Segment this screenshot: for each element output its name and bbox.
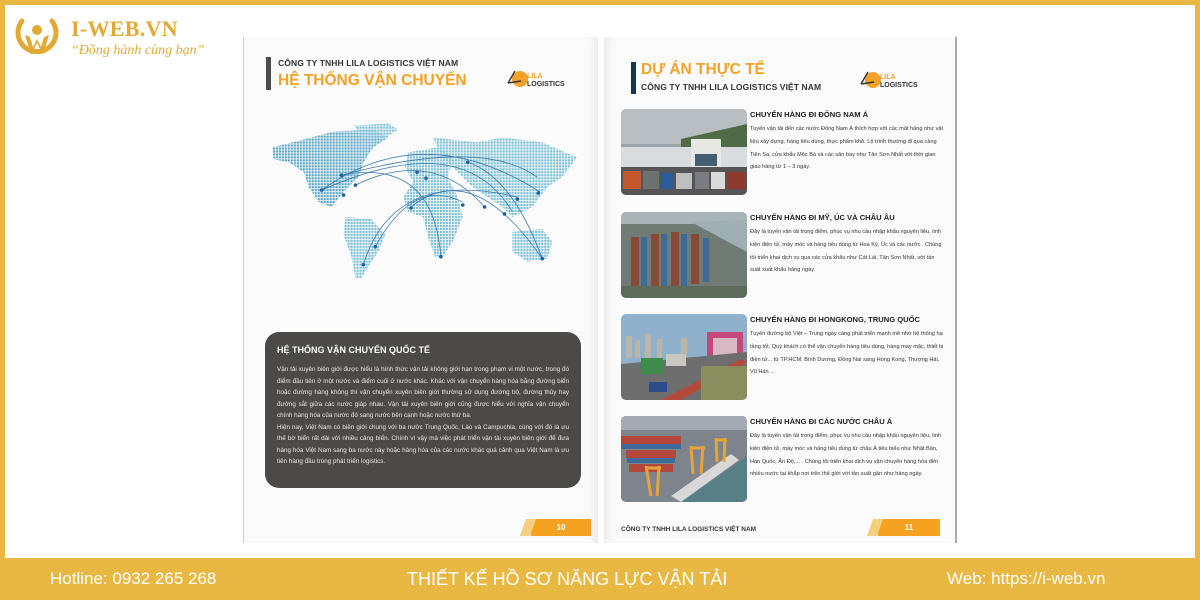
project-card [621, 212, 948, 300]
lila-logo-line2: LOGISTICS [527, 81, 565, 88]
info-box-paragraph-2: Hiện nay, Việt Nam có biên giới chung với ba nước Trung Quốc, Lào và Campuchia, cùng với đó là ưu thế bờ biển rất dài với nhiều cảng biển. Chính vì vậy mà việc phát triển vận tải xuyên biên giới để đưa hàng hóa Việt Nam sang ba nước này hoặc hàng hóa của các nước khác quá cảnh qua Việt Nam là ưu tiên hàng đầu trong phát triển logistics. [277, 423, 569, 465]
info-box-paragraph-1: Vận tải xuyên biên giới được hiểu là hình thức vận tải không giới hạn trong phạm vi một nước, trong đó điểm đầu tiên ở một nước và điểm cuối ở nước khác. Khác với vận chuyển hàng hóa bằng đường biển hoặc đường hàng không thì vận chuyển xuyên biên giới thường sử dụng đường bộ, đường thủy hay đường sắt giữa các nước giáp nhau. Vận tải xuyên biên giới cũng được hiểu với nghĩa vận chuyển chính hàng hóa của nước đó sang nước bên cạnh hoặc nước thứ ba. [277, 366, 569, 419]
info-box [265, 332, 581, 488]
project-description: Tuyến đường bộ Việt – Trung ngày càng phát triển mạnh mẽ nhờ hệ thống hạ tầng tốt. Quý khách có thể vận chuyển hàng tiêu dùng, hàng may mặc, thiết bị điện tử... từ TP.HCM, Bình Dương, Đồng Nai sang Hong Kong, Thượng Hải, Vũ Hán ... [750, 331, 944, 376]
page-title: DỰ ÁN THỰC TẾ [641, 61, 765, 78]
brand-name: I-WEB.VN [71, 16, 178, 41]
footer-company-name: CÔNG TY TNHH LILA LOGISTICS VIỆT NAM [621, 526, 757, 533]
lila-logo-line1: LILA [880, 74, 896, 81]
brand [14, 13, 234, 63]
page-number: 10 [531, 519, 591, 536]
header-accent-bar [266, 57, 271, 90]
project-description: Tuyến vận tải đến các nước Đông Nam Á thích hợp với các mặt hàng như vật liệu xây dựng, hàng tiêu dùng, thực phẩm khô. Lộ trình thường đi qua cảng Tiên Sa, cửa khẩu Mộc Bà và các sân bay như Tân Sơn Nhất với thời gian giao hàng từ 1 – 3 ngày. [750, 126, 944, 171]
world-map-icon [264, 117, 582, 302]
lila-logo [507, 68, 577, 94]
lila-logo-line1: LILA [527, 73, 543, 80]
company-name: CÔNG TY TNHH LILA LOGISTICS VIỆT NAM [278, 58, 459, 68]
project-title: CHUYỂN HÀNG ĐI ĐÔNG NAM Á [750, 110, 869, 119]
border-gate-trucks-photo [621, 109, 747, 195]
info-box-title: HỆ THỐNG VẬN CHUYỂN QUỐC TẾ [277, 345, 431, 355]
project-card [621, 416, 948, 504]
brochure-page-right [604, 37, 957, 543]
hotline-text: Hotline: 0932 265 268 [50, 569, 217, 588]
bottom-bar [0, 558, 1200, 600]
page-number: 11 [878, 519, 940, 536]
company-name: CÔNG TY TNHH LILA LOGISTICS VIỆT NAM [641, 82, 822, 92]
project-description: Đây là tuyến vận tải trọng điểm, phục vụ nhu cầu nhập khẩu nguyên liệu, linh kiện điện tử, máy móc và hàng tiêu dùng từ châu Á tiêu biểu như Nhật Bản, Hàn Quốc, Ấn Độ,... . Chúng tôi triển khai dịch vụ vận chuyển hàng hóa đến nhiều nước tại khắp nơi trên thế giới với tần suất gần như hàng ngày. [750, 433, 941, 478]
seaport-cranes-photo [621, 416, 747, 502]
header-accent-bar [631, 62, 636, 94]
i-web-logo-icon [14, 13, 60, 61]
project-title: CHUYỂN HÀNG ĐI CÁC NƯỚC CHÂU Á [750, 417, 893, 426]
container-port-aerial-photo [621, 212, 747, 298]
border-bridge-truck-photo [621, 314, 747, 400]
brand-tagline: “Đồng hành cùng bạn” [71, 43, 205, 58]
project-card [621, 314, 948, 402]
project-card [621, 109, 948, 197]
project-title: CHUYỂN HÀNG ĐI MỸ, ÚC VÀ CHÂU ÂU [750, 213, 895, 222]
website-link[interactable]: Web: https://i-web.vn [947, 569, 1106, 588]
canvas [5, 5, 1195, 558]
lila-logo [860, 69, 930, 95]
project-description: Đây là tuyến vận tải trọng điểm, phục vụ nhu cầu nhập khẩu nguyên liệu, linh kiện điện tử, máy móc và hàng tiêu dùng từ Hoa Kỳ, Úc và các nước . Chúng tôi triển khai dịch vụ qua các cửa khẩu như Cát Lái, Tân Sơn Nhất, với tần suất xuất khẩu hàng ngày. [750, 229, 942, 274]
lila-logo-line2: LOGISTICS [880, 82, 918, 89]
headline-text: THIẾT KẾ HỒ SƠ NĂNG LỰC VẬN TẢI [407, 569, 728, 589]
lila-globe-icon [860, 69, 882, 91]
project-title: CHUYỂN HÀNG ĐI HONGKONG, TRUNG QUỐC [750, 315, 921, 324]
page-title: HỆ THỐNG VẬN CHUYỂN [278, 72, 467, 89]
brochure-page-left [243, 37, 598, 543]
lila-globe-icon [507, 68, 529, 90]
